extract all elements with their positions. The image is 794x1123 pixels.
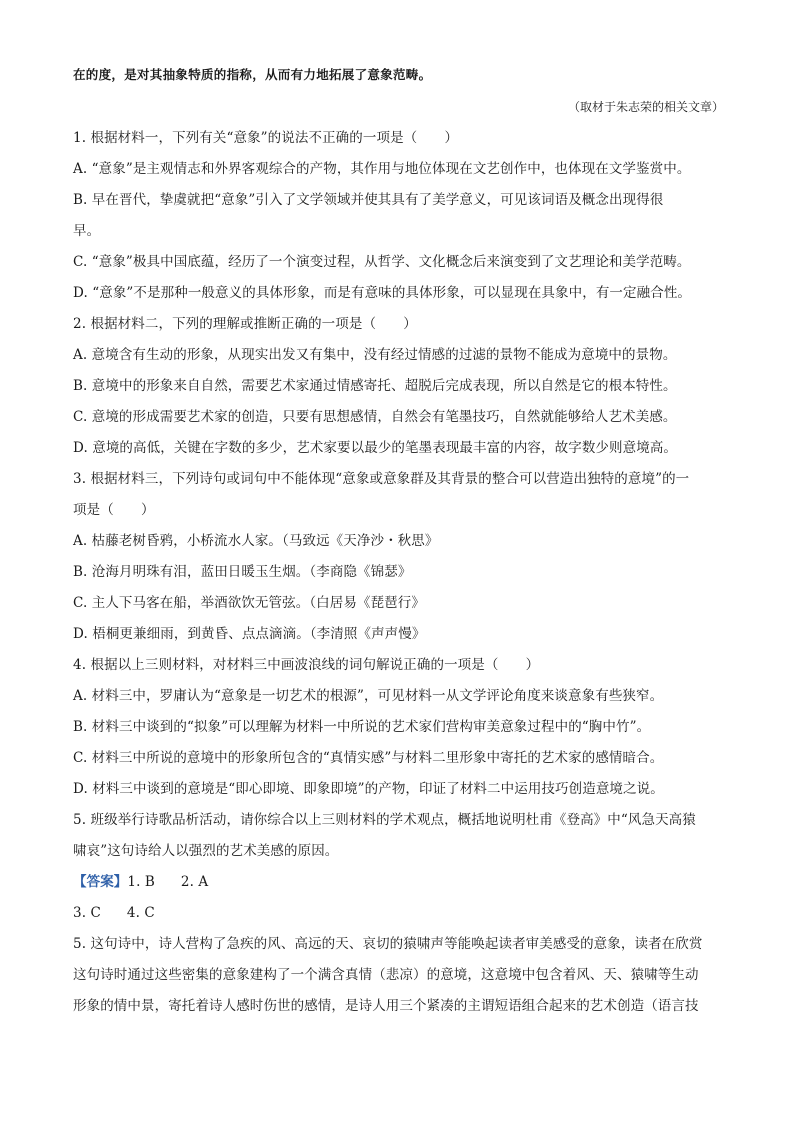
question-stem: 2. 根据材料二，下列的理解或推断正确的一项是（ ）: [73, 316, 417, 332]
answer-row: [73, 873, 723, 891]
answer-option: A. 枯藤老树昏鸦，小桥流水人家。（马致远《天净沙・秋思》: [73, 533, 439, 549]
answer-option: B. 早在晋代，挚虞就把“意象”引入了文学领域并使其具有了美学意义，可见该词语及概念出现得很: [73, 192, 664, 208]
answer-option: B. 意境中的形象来自自然，需要艺术家通过情感寄托、超脱后完成表现，所以自然是它的根本特性。: [73, 378, 677, 394]
answer-item: 4. C: [126, 905, 155, 921]
answer-option: C. “意象”极具中国底蕴，经历了一个演变过程，从哲学、文化概念后来演变到了文艺理论和美学范畴。: [73, 254, 691, 270]
answer-option: D. 材料三中谈到的意境是“即心即境、即象即境”的产物，印证了材料二中运用技巧创造意境之说。: [73, 781, 664, 797]
answer-option: C. 意境的形成需要艺术家的创造，只要有思想感情，自然会有笔墨技巧，自然就能够给人艺术美感。: [73, 409, 677, 425]
source-note: （取材于朱志荣的相关文章）: [567, 100, 724, 114]
answer-option: D. 梧桐更兼细雨，到黄昏、点点滴滴。（李清照《声声慢》: [73, 626, 426, 642]
question-stem: 啸哀”这句诗给人以强烈的艺术美感的原因。: [73, 843, 339, 859]
answer-label: 【答案】: [73, 874, 128, 890]
answer-option: C. 材料三中所说的意境中的形象所包含的“真情实感”与材料二里形象中寄托的艺术家的感情暗合。: [73, 750, 664, 766]
answer-row: [73, 904, 723, 922]
question-stem: 4. 根据以上三则材料，对材料三中画波浪线的词句解说正确的一项是（ ）: [73, 657, 540, 673]
answer-item: 2. A: [180, 874, 209, 890]
answer-explanation: 形象的情中景，寄托着诗人感时伤世的感情，是诗人用三个紧凑的主谓短语组合起来的艺术创造（语言技: [73, 998, 699, 1014]
answer-item: 1. B: [127, 874, 155, 890]
answer-explanation: 这句诗时通过这些密集的意象建构了一个满含真情（悲凉）的意境，这意境中包含着风、天、猿啸等生动: [73, 967, 699, 983]
question-stem: 5. 班级举行诗歌品析活动，请你综合以上三则材料的学术观点，概括地说明杜甫《登高》中“风急天高猿: [73, 812, 696, 828]
question-stem: 项是（ ）: [73, 502, 155, 518]
intro-line: 在的度，是对其抽象特质的指称，从而有力地拓展了意象范畴。: [73, 67, 432, 82]
answer-explanation: 5. 这句诗中，诗人营构了急疾的风、高远的天、哀切的猿啸声等能唤起读者审美感受的意象，读者在欣赏: [73, 936, 703, 952]
answer-option: B. 沧海月明珠有泪，蓝田日暖玉生烟。（李商隐《锦瑟》: [73, 564, 412, 580]
answer-option: A. 意境含有生动的形象，从现实出发又有集中，没有经过情感的过滤的景物不能成为意境中的景物。: [73, 347, 677, 363]
question-stem: 3. 根据材料三，下列诗句或词句中不能体现“意象或意象群及其背景的整合可以营造出独特的意境”的一: [73, 471, 690, 487]
answer-option: C. 主人下马客在船，举酒欲饮无管弦。（白居易《琵琶行》: [73, 595, 425, 611]
answer-option: A. 材料三中，罗庸认为“意象是一切艺术的根源”，可见材料一从文学评论角度来谈意象有些狭窄。: [73, 688, 664, 704]
answer-option: A. “意象”是主观情志和外界客观综合的产物，其作用与地位体现在文艺创作中，也体现在文学鉴赏中。: [73, 161, 691, 177]
answer-option: B. 材料三中谈到的“拟象”可以理解为材料一中所说的艺术家们营构审美意象过程中的“胸中竹”。: [73, 719, 651, 735]
answer-option: D. “意象”不是那种一般意义的具体形象，而是有意味的具体形象，可以显现在具象中，有一定融合性。: [73, 285, 692, 301]
question-stem: 1. 根据材料一，下列有关“意象”的说法不正确的一项是（ ）: [73, 130, 459, 146]
answer-option: 早。: [73, 223, 101, 239]
answer-item: 3. C: [73, 905, 101, 921]
answer-option: D. 意境的高低，关键在字数的多少，艺术家要以最少的笔墨表现最丰富的内容，故字数少则意境高。: [73, 440, 678, 456]
